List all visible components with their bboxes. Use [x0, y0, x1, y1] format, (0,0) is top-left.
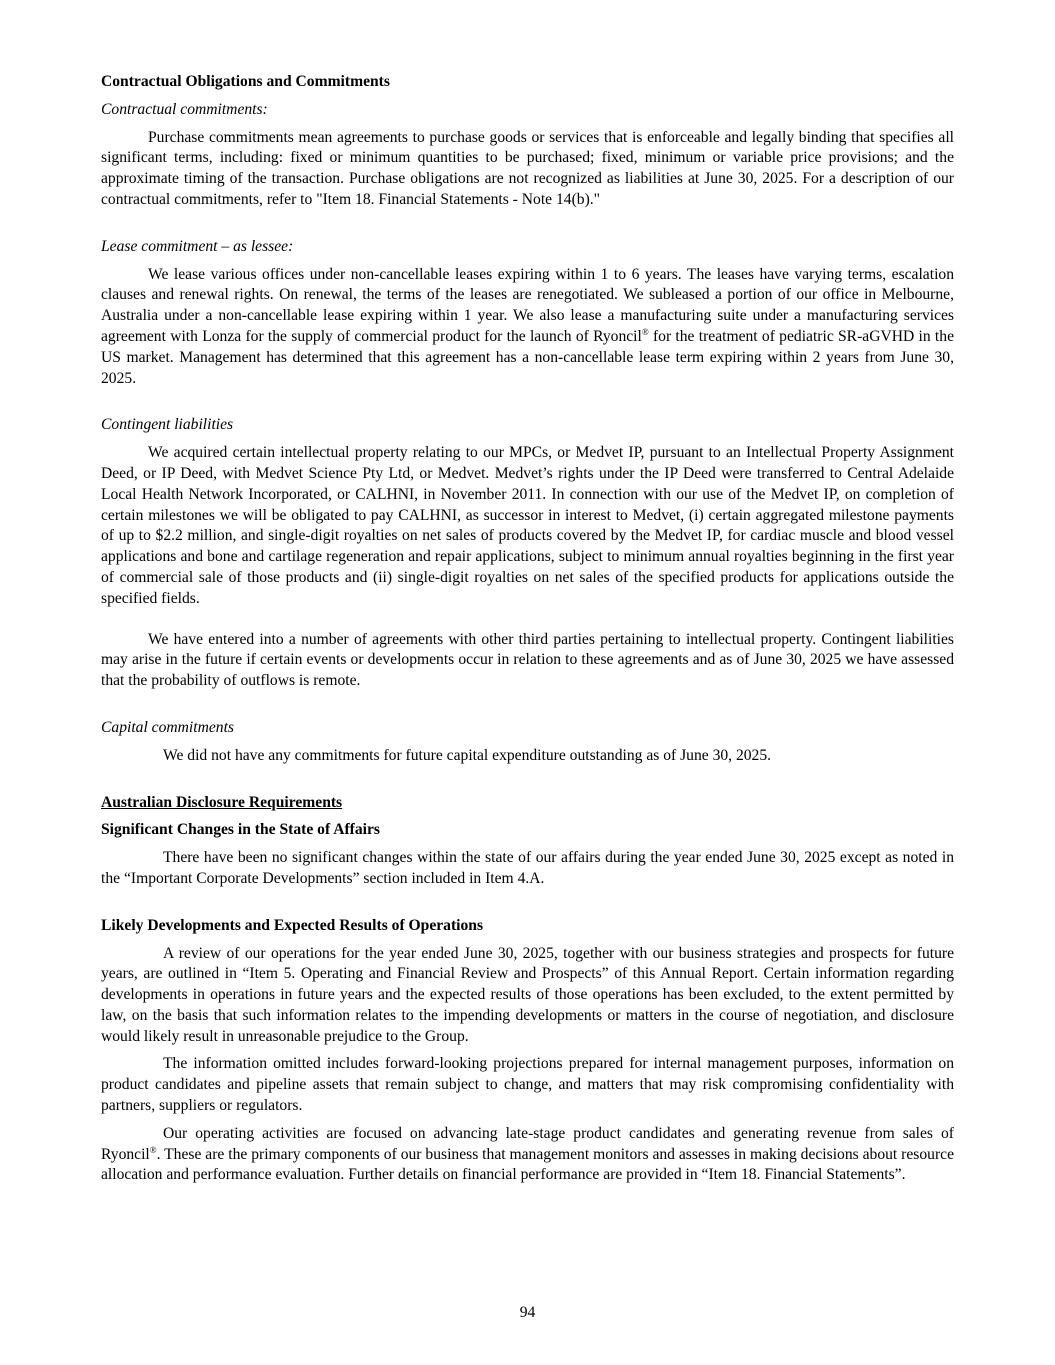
registered-mark: ®: [641, 326, 649, 337]
lease-text-part1: We lease various offices under non-cancellable leases expiring within 1 to 6 years. The leases have varying terms, escalation clauses and renewal rights. On renewal, the terms of the leases are renegotiated. We subleased a portion of our office in Melbourne, Australia under a non-cancellable lease expiring within 1 year. We also lease a manufacturing suite under a manufacturing services agreement with Lonza for the supply of commercial product for the launch of Ryoncil: [101, 265, 954, 345]
state-of-affairs-heading: Significant Changes in the State of Affairs: [101, 821, 380, 839]
lease-text-part2: for the treatment of pediatric SR-aGVHD in the US market. Management has determined that this agreement has a non-cancellable lease term expiring within 2 years from June 30, 2025.: [101, 327, 954, 387]
operating-text-part1: Our operating activities are focused on advancing late-stage product candidates and generating revenue from sales of Ryoncil: [101, 1124, 954, 1163]
likely-developments-heading: Likely Developments and Expected Results of Operations: [101, 916, 484, 934]
likely-developments-paragraph-3: [101, 1124, 954, 1186]
lease-commitment-subheading: Lease commitment – as lessee:: [101, 237, 294, 255]
contractual-commitments-subheading: Contractual commitments:: [101, 100, 268, 118]
page-number: 94: [519, 1304, 536, 1321]
operating-text-part2: . These are the primary components of our business that management monitors and assesses in making decisions about resource allocation and performance evaluation. Further details on financial performance are provided in “Item 18. Financial Statements”.: [101, 1145, 954, 1184]
capital-commitments-paragraph: We did not have any commitments for future capital expenditure outstanding as of June 30, 2025.: [163, 746, 772, 764]
document-page: [101, 72, 954, 1186]
contingent-liabilities-paragraph-1: We acquired certain intellectual property relating to our MPCs, or Medvet IP, pursuant to an Intellectual Property Assignment Deed, or IP Deed, with Medvet Science Pty Ltd, or Medvet. Medvet’s rights under the IP Deed were transferred to Central Adelaide Local Health Network Incorporated, or CALHNI, in November 2011. In connection with our use of the Medvet IP, on completion of certain milestones we will be obligated to pay CALHNI, as successor in interest to Medvet, (i) certain aggregated milestone payments of up to $2.2 million, and single-digit royalties on net sales of products covered by the Medvet IP, for cardiac muscle and blood vessel applications and bone and cartilage regeneration and repair applications, subject to minimum annual royalties beginning in the first year of commercial sale of those products and (ii) single-digit royalties on net sales of the specified products for applications outside the specified fields.: [101, 444, 954, 607]
capital-commitments-subheading: Capital commitments: [101, 718, 234, 736]
likely-developments-paragraph-1: A review of our operations for the year ended June 30, 2025, together with our business strategies and prospects for future years, are outlined in “Item 5. Operating and Financial Review and Prospects” of this Annual Report. Certain information regarding developments in operations in future years and the expected results of those operations has been excluded, to the extent permitted by law, on the basis that such information relates to the impending developments or matters in the course of negotiation, and disclosure would likely result in unreasonable prejudice to the Group.: [101, 944, 954, 1045]
contingent-liabilities-subheading: Contingent liabilities: [101, 416, 234, 434]
lease-commitment-paragraph: [101, 265, 954, 390]
likely-developments-paragraph-2: The information omitted includes forward-looking projections prepared for internal management purposes, information on product candidates and pipeline assets that remain subject to change, and matters that may risk compromising confidentiality with partners, suppliers or regulators.: [101, 1055, 954, 1115]
contractual-commitments-paragraph: Purchase commitments mean agreements to purchase goods or services that is enforceable and legally binding that specifies all significant terms, including: fixed or minimum quantities to be purchased; fixed, minimum or variable price provisions; and the approximate timing of the transaction. Purchase obligations are not recognized as liabilities at June 30, 2025. For a description of our contractual commitments, refer to "Item 18. Financial Statements - Note 14(b).": [101, 128, 954, 208]
australian-disclosure-heading: Australian Disclosure Requirements: [101, 793, 343, 811]
registered-mark: ®: [149, 1144, 157, 1155]
state-of-affairs-paragraph: There have been no significant changes within the state of our affairs during the year ended June 30, 2025 except as noted in the “Important Corporate Developments” section included in Item 4.A.: [101, 849, 954, 887]
contractual-obligations-heading: Contractual Obligations and Commitments: [101, 73, 390, 90]
contingent-liabilities-paragraph-2: We have entered into a number of agreements with other third parties pertaining to intellectual property. Contingent liabilities may arise in the future if certain events or developments occur in relation to these agreements and as of June 30, 2025 we have assessed that the probability of outflows is remote.: [101, 630, 954, 690]
